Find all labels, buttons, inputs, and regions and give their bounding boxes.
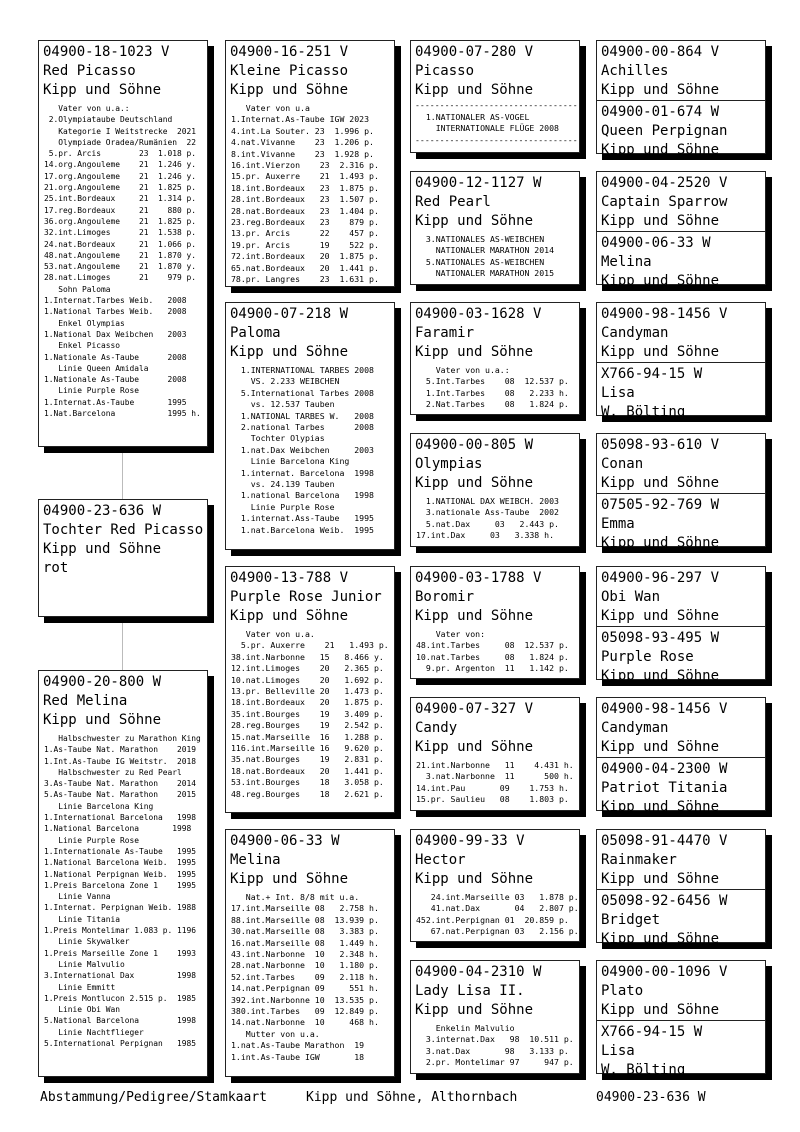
pigeon-name: Red Picasso: [43, 63, 136, 79]
connector-line: [122, 448, 123, 500]
result-line: 2.Olympiataube Deutschland: [44, 115, 173, 125]
great-grandparent-card: [410, 171, 580, 285]
pigeon-name: Purple Rose: [601, 649, 694, 665]
result-line: 17.org.Angouleme 21 1.246 y.: [44, 171, 197, 181]
results-list: [411, 757, 579, 806]
result-line: 24.int.Marseille 03 1.878 p.: [416, 892, 579, 902]
result-line: 1.National Tarbes Weib. 2008: [44, 307, 187, 317]
result-line: 23.reg.Bordeaux 23 879 p.: [231, 217, 379, 228]
results-list: [39, 730, 207, 1049]
result-line: 1.int.As-Taube IGW 18: [231, 1051, 365, 1062]
result-line: 28.nat.Narbonne 10 1.180 p.: [231, 960, 379, 971]
breeder-name: Kipp und Söhne: [601, 799, 720, 815]
result-line: VS. 2.233 WEIBCHEN: [231, 376, 340, 387]
result-line: 72.int.Bordeaux 20 1.875 p.: [231, 251, 379, 262]
result-line: 3.internat.Dax 98 10.511 p.: [416, 1034, 574, 1045]
result-line: 14.org.Angouleme 21 1.246 y.: [44, 160, 197, 170]
great-grandparent-card: [410, 40, 580, 153]
result-line: 14.nat.Perpignan 09 551 h.: [231, 983, 379, 994]
pigeon-name: Red Pearl: [415, 194, 491, 210]
pigeon-name: Candy: [415, 720, 458, 736]
result-line: 14.nat.Narbonne 10 468 h.: [231, 1017, 379, 1028]
result-line: 65.nat.Bordeaux 20 1.441 p.: [231, 262, 379, 273]
result-line: 5.pr. Arcis 23 1.018 p.: [44, 149, 197, 159]
result-line: 5.nat.Dax 03 2.443 p.: [416, 518, 559, 529]
footer-title: Abstammung/Pedigree/Stamkaart: [40, 1090, 267, 1105]
breeder-name: Kipp und Söhne: [601, 273, 720, 289]
pigeon-name: Candyman: [601, 720, 669, 736]
pigeon-name: Tochter Red Picasso: [43, 522, 204, 538]
result-line: Linie Barcelona King: [44, 801, 154, 811]
connector-line: [122, 617, 123, 670]
results-list: [226, 100, 394, 286]
result-line: 10.nat.Tarbes 08 1.824 p.: [416, 651, 569, 662]
breeder-name: Kipp und Söhne: [415, 344, 534, 360]
pigeon-name: Purple Rose Junior: [230, 589, 382, 605]
result-line: 1.NATIONALER AS-VOGEL: [416, 112, 530, 122]
result-line: 28.nat.Bordeaux 23 1.404 p.: [231, 205, 379, 216]
result-line: 3.nat.Dax 98 3.133 p.: [416, 1045, 569, 1056]
footer-ring-number: 04900-23-636 W: [596, 1090, 706, 1105]
result-line: Vater von u.a.:: [44, 104, 130, 113]
result-line: 17.int.Marseille 08 2.758 h.: [231, 903, 379, 914]
ring-number: 04900-12-1127 W: [415, 175, 542, 191]
result-line: 1.nat.Dax Weibchen 2003: [231, 444, 374, 455]
ring-number: 04900-04-2520 V: [601, 175, 728, 191]
result-line: 53.nat.Angouleme 21 1.870 y.: [44, 262, 197, 272]
result-line: Nat.+ Int. 8/8 mit u.a.: [231, 892, 360, 902]
pigeon-name: Hector: [415, 852, 466, 868]
ring-number: X766-94-15 W: [601, 1024, 703, 1040]
ring-number: 04900-03-1628 V: [415, 306, 542, 322]
pigeon-name: Rainmaker: [601, 852, 677, 868]
breeder-name: Kipp und Söhne: [601, 608, 720, 624]
result-line: 15.pr. Auxerre 21 1.493 p.: [231, 171, 379, 182]
ring-number: 04900-04-2310 W: [415, 964, 542, 980]
result-line: 12.int.Limoges 20 2.365 p.: [231, 663, 384, 674]
result-line: 2.pr. Montelimar 97 947 p.: [416, 1057, 574, 1068]
pigeon-name: Plato: [601, 983, 644, 999]
result-line: Enkel Olympias: [44, 318, 125, 328]
grandparent-card: [225, 40, 395, 287]
result-line: Enkel Picasso: [44, 341, 121, 351]
pigeon-name: Captain Sparrow: [601, 194, 728, 210]
result-line: 1.Nationale As-Taube 2008: [44, 375, 187, 385]
result-line: 5.International Tarbes 2008: [231, 387, 374, 398]
result-line: 52.int.Tarbes 09 2.118 h.: [231, 971, 379, 982]
gen4-pair-card: [596, 302, 766, 420]
grandparent-card: [225, 566, 395, 813]
result-line: 1.Int.As-Taube IG Weitstr. 2018: [44, 756, 197, 766]
result-line: 3.nat.Narbonne 11 500 h.: [416, 771, 574, 782]
result-line: Linie Emmitt: [44, 982, 116, 992]
footer-breeder: Kipp und Söhne, Althornbach: [306, 1090, 518, 1105]
ring-number: 04900-07-327 V: [415, 701, 534, 717]
result-line: 1.Preis Montelimar 1.083 p. 1196: [44, 926, 197, 936]
pigeon-name: Bridget: [601, 912, 661, 928]
results-list: [411, 110, 579, 135]
pigeon-name: Lisa: [601, 385, 635, 401]
breeder-name: Kipp und Söhne: [601, 1002, 720, 1018]
result-line: 28.nat.Limoges 21 979 p.: [44, 273, 197, 283]
result-line: 38.int.Narbonne 15 8.466 y.: [231, 651, 384, 662]
result-line: 88.int.Marseille 08 13.939 p.: [231, 914, 379, 925]
great-grandparent-card: [410, 960, 580, 1074]
result-line: Mutter von u.a.: [231, 1028, 320, 1039]
breeder-name: Kipp und Söhne: [601, 213, 720, 229]
result-line: 4.int.La Souter. 23 1.996 p.: [231, 125, 374, 136]
result-line: 35.int.Bourges 19 3.409 p.: [231, 708, 384, 719]
result-line: INTERNATIONALE FLÜGE 2008: [416, 123, 559, 134]
result-line: 5.Int.Tarbes 08 12.537 p.: [416, 376, 569, 387]
ring-number: 04900-07-218 W: [230, 306, 349, 322]
result-line: Sohn Paloma: [44, 284, 111, 294]
ring-number: 04900-23-636 W: [43, 503, 162, 519]
result-line: 13.pr. Belleville 20 1.473 p.: [231, 686, 384, 697]
result-line: 17.reg.Bordeaux 21 880 p.: [44, 205, 197, 215]
result-line: 48.reg.Bourges 18 2.621 p.: [231, 788, 384, 799]
ring-number: 04900-20-800 W: [43, 674, 162, 690]
result-line: 5.As-Taube Nat. Marathon 2015: [44, 790, 197, 800]
result-line: 1.Nationale As-Taube 2008: [44, 352, 187, 362]
result-line: NATIONALER MARATHON 2015: [416, 268, 555, 279]
result-line: Halbschwester zu Marathon King: [44, 734, 201, 743]
result-line: 380.int.Tarbes 09 12.849 p.: [231, 1006, 379, 1017]
great-grandparent-card: [410, 566, 580, 679]
ring-number: 04900-96-297 V: [601, 570, 720, 586]
breeder-name: Kipp und Söhne: [601, 142, 720, 158]
result-line: 67.nat.Perpignan 03 2.156 p.: [416, 926, 579, 937]
breeder-name: Kipp und Söhne: [43, 82, 162, 98]
result-line: 8.int.Vivanne 23 1.928 p.: [231, 148, 374, 159]
results-list: [39, 100, 207, 419]
breeder-name: Kipp und Söhne: [415, 871, 534, 887]
grandparent-card: [225, 829, 395, 1077]
result-line: Linie Purple Rose: [231, 501, 335, 512]
breeder-name: Kipp und Söhne: [601, 668, 720, 684]
result-line: Tochter Olypias: [231, 433, 325, 444]
result-line: 21.int.Narbonne 11 4.431 h.: [416, 760, 574, 770]
result-line: 48.int.Tarbes 08 12.537 p.: [416, 640, 569, 651]
result-line: 3.nationale Ass-Taube 2002: [416, 507, 559, 518]
result-line: 392.int.Narbonne 10 13.535 p.: [231, 994, 379, 1005]
result-line: 3.As-Taube Nat. Marathon 2014: [44, 779, 197, 789]
result-line: 48.nat.Angouleme 21 1.870 y.: [44, 250, 197, 260]
breeder-name: Kipp und Söhne: [230, 344, 349, 360]
breeder-name: Kipp und Söhne: [601, 82, 720, 98]
result-line: 24.nat.Bordeaux 21 1.066 p.: [44, 239, 197, 249]
result-line: 30.nat.Marseille 08 3.383 p.: [231, 926, 379, 937]
pigeon-name: Queen Perpignan: [601, 123, 728, 139]
breeder-name: Kipp und Söhne: [601, 535, 720, 551]
result-line: Linie Vanna: [44, 892, 111, 902]
breeder-name: Kipp und Söhne: [415, 1002, 534, 1018]
breeder-name: Kipp und Söhne: [415, 608, 534, 624]
result-line: 5.pr. Auxerre 21 1.493 p.: [231, 640, 389, 651]
result-line: 1.National Barcelona 1998: [44, 824, 192, 834]
subject-card: [38, 499, 208, 617]
result-line: 116.int.Marseille 16 9.620 p.: [231, 743, 384, 754]
gen4-pair-card: [596, 171, 766, 289]
breeder-name: Kipp und Söhne: [415, 739, 534, 755]
pigeon-color: rot: [43, 560, 69, 576]
gen4-pair-card: [596, 829, 766, 947]
pigeon-name: Obi Wan: [601, 589, 661, 605]
ring-number: 05098-92-6456 W: [601, 893, 728, 909]
result-line: 1.internat. Barcelona 1998: [231, 467, 374, 478]
ring-number: 04900-04-2300 W: [601, 761, 728, 777]
result-line: vs. 24.139 Tauben: [231, 479, 335, 490]
result-line: 1.As-Taube Nat. Marathon 2019: [44, 745, 197, 755]
result-line: 9.pr. Argenton 11 1.142 p.: [416, 663, 569, 674]
pigeon-name: Patriot Titania: [601, 780, 728, 796]
breeder-name: Kipp und Söhne: [230, 82, 349, 98]
ring-number: 04900-13-788 V: [230, 570, 349, 586]
ring-number: 04900-98-1456 V: [601, 701, 728, 717]
breeder-name: W. Bölting: [601, 404, 686, 420]
results-list: [226, 626, 394, 800]
pigeon-name: Achilles: [601, 63, 669, 79]
result-line: 19.pr. Arcis 19 522 p.: [231, 239, 379, 250]
breeder-name: Kipp und Söhne: [601, 475, 720, 491]
gen4-pair-card: [596, 433, 766, 551]
result-line: Linie Malvulio: [44, 959, 125, 969]
gen4-pair-card: [596, 960, 766, 1078]
result-line: 1.Preis Montlucon 2.515 p. 1985: [44, 993, 197, 1003]
breeder-name: W. Bölting: [601, 1062, 686, 1078]
breeder-name: Kipp und Söhne: [601, 344, 720, 360]
ring-number: 04900-16-251 V: [230, 44, 349, 60]
dam-card: [38, 670, 208, 1077]
gen4-pair-card: [596, 697, 766, 815]
result-line: 1.National Perpignan Weib. 1995: [44, 869, 197, 879]
great-grandparent-card: [410, 433, 580, 547]
breeder-name: Kipp und Söhne: [43, 541, 162, 557]
result-line: 1.Preis Marseille Zone 1 1993: [44, 948, 197, 958]
result-line: Olympiade Oradea/Rumänien 22: [44, 137, 197, 147]
result-line: Linie Skywalker: [44, 937, 130, 947]
great-grandparent-card: [410, 697, 580, 811]
ring-number: 05098-93-495 W: [601, 630, 720, 646]
result-line: Linie Queen Amidala: [44, 363, 149, 373]
result-line: 3.NATIONALES AS-WEIBCHEN: [416, 234, 545, 244]
ring-number: 04900-99-33 V: [415, 833, 525, 849]
result-line: Linie Barcelona King: [231, 456, 350, 467]
ring-number: 04900-07-280 V: [415, 44, 534, 60]
gen4-pair-card: [596, 566, 766, 684]
result-line: 1.Preis Barcelona Zone 1 1995: [44, 880, 197, 890]
result-line: 18.int.Bordeaux 23 1.875 p.: [231, 182, 379, 193]
results-list: [411, 626, 579, 675]
result-line: Linie Purple Rose: [44, 835, 140, 845]
grandparent-card: [225, 302, 395, 550]
result-line: 15.nat.Marseille 16 1.288 p.: [231, 731, 384, 742]
result-line: 5.International Perpignan 1985: [44, 1039, 197, 1049]
results-list: [411, 889, 579, 938]
breeder-name: Kipp und Söhne: [601, 931, 720, 947]
pigeon-name: Boromir: [415, 589, 475, 605]
result-line: vs. 12.537 Tauben: [231, 399, 335, 410]
ring-number: 05098-93-610 V: [601, 437, 720, 453]
pigeon-name: Red Melina: [43, 693, 128, 709]
pigeon-name: Melina: [601, 254, 652, 270]
ring-number: 04900-00-864 V: [601, 44, 720, 60]
result-line: Linie Titania: [44, 914, 121, 924]
ring-number: 04900-06-33 W: [601, 235, 711, 251]
ring-number: 05098-91-4470 V: [601, 833, 728, 849]
ring-number: 04900-01-674 W: [601, 104, 720, 120]
pigeon-name: Faramir: [415, 325, 475, 341]
result-line: 25.int.Bordeaux 21 1.314 p.: [44, 194, 197, 204]
result-line: 16.nat.Marseille 08 1.449 h.: [231, 937, 379, 948]
result-line: 35.nat.Bourges 19 2.831 p.: [231, 754, 384, 765]
result-line: 10.nat.Limoges 20 1.692 p.: [231, 674, 384, 685]
result-line: 41.nat.Dax 04 2.807 p.: [416, 903, 579, 914]
results-list: [411, 493, 579, 542]
result-line: 1.NATIONAL DAX WEIBCH. 2003: [416, 496, 559, 506]
result-line: 452.int.Perpignan 01 20.859 p.: [416, 914, 569, 925]
result-line: 1.internat.Ass-Taube 1995: [231, 513, 374, 524]
ring-number: 07505-92-769 W: [601, 497, 720, 513]
pigeon-name: Conan: [601, 456, 644, 472]
result-line: 1.Int.Tarbes 08 2.233 h.: [416, 387, 569, 398]
result-line: Linie Nachtflieger: [44, 1027, 144, 1037]
results-list: [411, 231, 579, 280]
result-line: 1.Internat.As-Taube 1995: [44, 397, 187, 407]
result-line: 1.INTERNATIONAL TARBES 2008: [231, 365, 374, 375]
breeder-name: Kipp und Söhne: [601, 871, 720, 887]
result-line: 5.NATIONALES AS-WEIBCHEN: [416, 256, 545, 267]
pigeon-name: Lady Lisa II.: [415, 983, 525, 999]
breeder-name: Kipp und Söhne: [601, 739, 720, 755]
ring-number: 04900-18-1023 V: [43, 44, 170, 60]
dashed-divider: ---------------------------------: [415, 100, 578, 110]
pigeon-name: Olympias: [415, 456, 483, 472]
breeder-name: Kipp und Söhne: [43, 712, 162, 728]
result-line: 1.National Barcelona Weib. 1995: [44, 858, 197, 868]
result-line: Kategorie I Weitstrecke 2021: [44, 126, 197, 136]
ring-number: 04900-98-1456 V: [601, 306, 728, 322]
result-line: 1.International Barcelona 1998: [44, 813, 197, 823]
ring-number: 04900-00-805 W: [415, 437, 534, 453]
pigeon-name: Picasso: [415, 63, 475, 79]
result-line: 16.int.Vierzon 23 2.316 p.: [231, 160, 379, 171]
result-line: Vater von u.a.: [231, 629, 315, 639]
breeder-name: Kipp und Söhne: [415, 213, 534, 229]
result-line: 1.national Barcelona 1998: [231, 490, 374, 501]
result-line: 14.int.Pau 09 1.753 h.: [416, 782, 569, 793]
breeder-name: Kipp und Söhne: [415, 475, 534, 491]
results-list: [411, 1020, 579, 1069]
result-line: 28.int.Bordeaux 23 1.507 p.: [231, 194, 379, 205]
result-line: 1.Internat.As-Taube IGW 2023: [231, 114, 370, 125]
pigeon-name: Emma: [601, 516, 635, 532]
great-grandparent-card: [410, 829, 580, 942]
result-line: 18.int.Bordeaux 20 1.875 p.: [231, 697, 384, 708]
result-line: 1.nat.Barcelona Weib. 1995: [231, 524, 374, 535]
result-line: Vater von u.a: [231, 103, 310, 113]
pigeon-name: Lisa: [601, 1043, 635, 1059]
result-line: 1.Nat.Barcelona 1995 h.: [44, 409, 201, 419]
result-line: NATIONALER MARATHON 2014: [416, 245, 555, 256]
result-line: 43.int.Narbonne 10 2.348 h.: [231, 949, 379, 960]
result-line: Linie Obi Wan: [44, 1005, 121, 1015]
result-line: 21.org.Angouleme 21 1.825 p.: [44, 183, 197, 193]
ring-number: X766-94-15 W: [601, 366, 703, 382]
sire-card: [38, 40, 208, 447]
result-line: 1.Internat.Tarbes Weib. 2008: [44, 296, 187, 306]
result-line: Halbschwester zu Red Pearl: [44, 767, 182, 777]
breeder-name: Kipp und Söhne: [230, 608, 349, 624]
breeder-name: Kipp und Söhne: [415, 82, 534, 98]
result-line: 13.pr. Arcis 22 457 p.: [231, 228, 379, 239]
pigeon-name: Paloma: [230, 325, 281, 341]
result-line: 1.nat.As-Taube Marathon 19: [231, 1040, 365, 1051]
result-line: Vater von u.a.:: [416, 365, 510, 375]
pigeon-name: Candyman: [601, 325, 669, 341]
result-line: 4.nat.Vivanne 23 1.206 p.: [231, 137, 374, 148]
result-line: 3.International Dax 1998: [44, 971, 197, 981]
gen4-pair-card: [596, 40, 766, 158]
dashed-divider: ---------------------------------: [415, 134, 578, 145]
breeder-name: Kipp und Söhne: [230, 871, 349, 887]
result-line: 1.National Dax Weibchen 2003: [44, 329, 187, 339]
result-line: 17.int.Dax 03 3.338 h.: [416, 530, 555, 541]
result-line: Linie Purple Rose: [44, 386, 140, 396]
result-line: 2.national Tarbes 2008: [231, 422, 374, 433]
result-line: 1.Internationale As-Taube 1995: [44, 846, 197, 856]
results-list: [226, 362, 394, 536]
results-list: [411, 362, 579, 411]
ring-number: 04900-06-33 W: [230, 833, 340, 849]
result-line: 53.int.Bourges 18 3.058 p.: [231, 777, 384, 788]
ring-number: 04900-00-1096 V: [601, 964, 728, 980]
pigeon-name: Melina: [230, 852, 281, 868]
result-line: 5.National Barcelona 1998: [44, 1016, 197, 1026]
pigeon-name: Kleine Picasso: [230, 63, 349, 79]
result-line: Enkelin Malvulio: [416, 1023, 515, 1033]
result-line: 28.reg.Bourges 19 2.542 p.: [231, 720, 384, 731]
result-line: 15.pr. Saulieu 08 1.803 p.: [416, 794, 569, 805]
results-list: [226, 889, 394, 1063]
ring-number: 04900-03-1788 V: [415, 570, 542, 586]
result-line: 36.org.Angouleme 21 1.825 p.: [44, 216, 197, 226]
result-line: 78.pr. Langres 23 1.631 p.: [231, 274, 379, 285]
great-grandparent-card: [410, 302, 580, 415]
result-line: 18.nat.Bordeaux 20 1.441 p.: [231, 765, 384, 776]
result-line: 32.int.Limoges 21 1.538 p.: [44, 228, 197, 238]
result-line: 1.Internat. Perpignan Weib. 1988: [44, 903, 197, 913]
result-line: Vater von:: [416, 629, 486, 639]
result-line: 2.Nat.Tarbes 08 1.824 p.: [416, 399, 569, 410]
result-line: 1.NATIONAL TARBES W. 2008: [231, 410, 374, 421]
